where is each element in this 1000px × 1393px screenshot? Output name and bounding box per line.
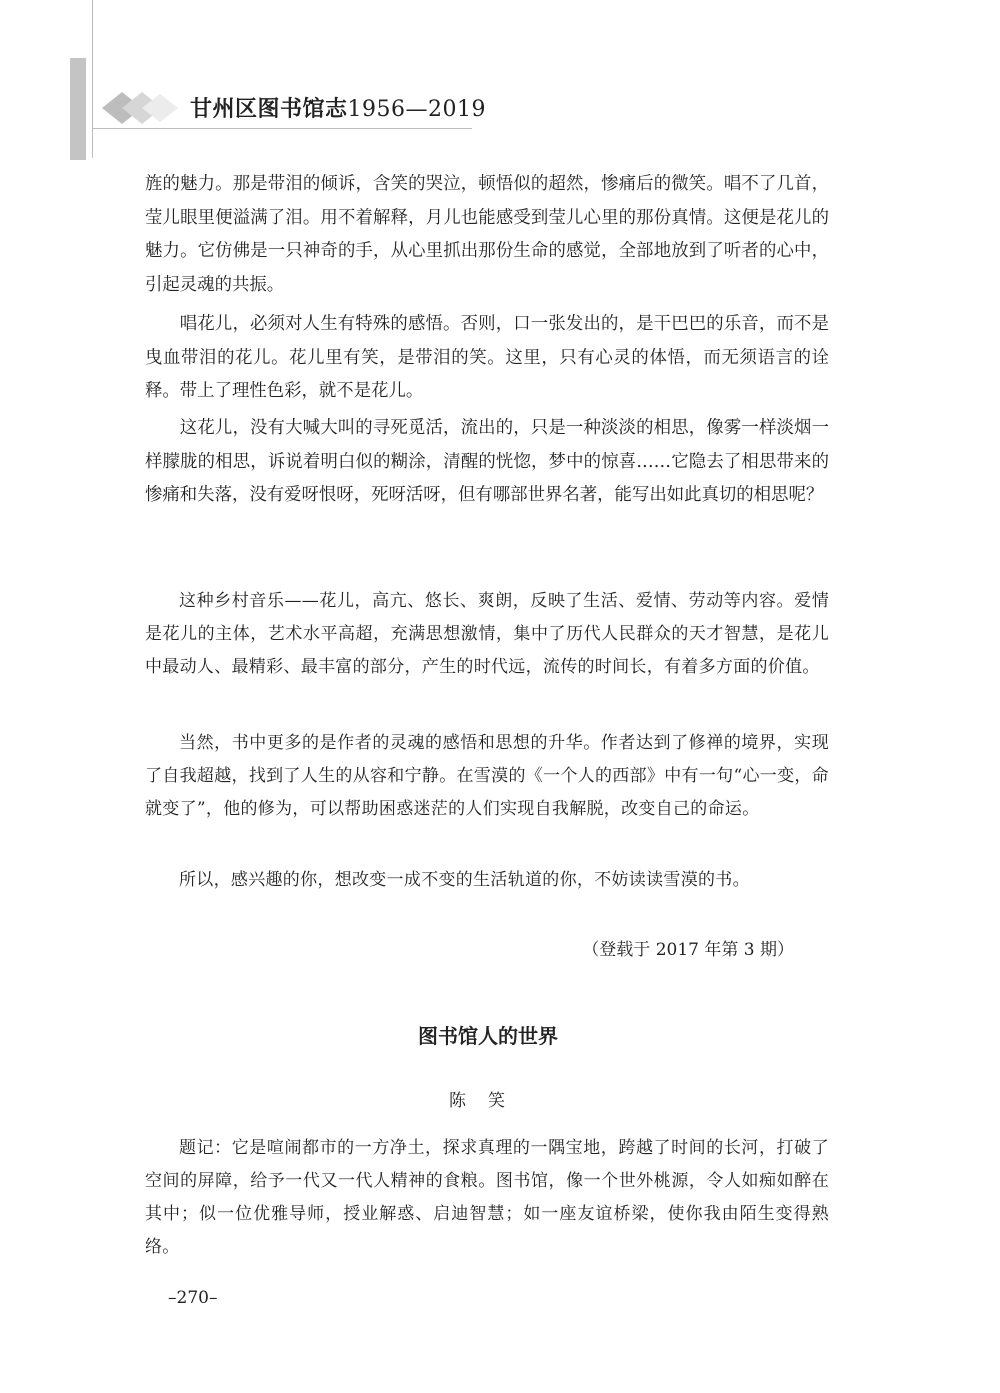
running-header xyxy=(190,92,486,123)
body-paragraph-1: 旌的魅力。那是带泪的倾诉，含笑的哭泣，顿悟似的超然，惨痛后的微笑。唱不了几首，莹儿眼里便溢满了泪。用不着解释，月儿也能感受到莹儿心里的那份真情。这便是花儿的魅力。它仿佛是一只神奇的手，从心里抓出那份生命的感觉，全部地放到了听者的心中，引起灵魂的共振。 xyxy=(145,174,829,295)
publication-source-note: （登载于 2017 年第 3 期） xyxy=(582,940,794,960)
header-diamond-ornament xyxy=(100,90,180,126)
page-number: –270– xyxy=(168,1288,218,1308)
body-paragraph-5: 当然，书中更多的是作者的灵魂的感悟和思想的升华。作者达到了修禅的境界，实现了自我超越，找到了人生的从容和宁静。在雪漠的《一个人的西部》中有一句“心一变，命就变了”，他的修为，可以帮助困惑迷茫的人们实现自我解脱，改变自己的命运。 xyxy=(145,733,829,819)
article-author: 陈笑 xyxy=(449,1091,527,1111)
header-gray-bar xyxy=(70,58,86,160)
body-paragraph-6: 所以，感兴趣的你，想改变一成不变的生活轨道的你，不妨读读雪漠的书。 xyxy=(179,870,750,890)
header-title: 甘州区图书馆志 xyxy=(190,96,348,122)
body-paragraph-3: 这花儿，没有大喊大叫的寻死觅活，流出的，只是一种淡淡的相思，像雾一样淡烟一样朦胧的相思，诉说着明白似的糊涂，清醒的恍惚，梦中的惊喜……它隐去了相思带来的惨痛和失落，没有爱呀恨呀，死呀活呀，但有哪部世界名著，能写出如此真切的相思呢？ xyxy=(145,418,829,505)
article-title: 图书馆人的世界 xyxy=(418,1024,558,1048)
body-paragraph-2: 唱花儿，必须对人生有特殊的感悟。否则，口一张发出的，是干巴巴的乐音，而不是曳血带泪的花儿。花儿里有笑，是带泪的笑。这里，只有心灵的体悟，而无须语言的诠释。带上了理性色彩，就不是花儿。 xyxy=(145,314,829,401)
header-vertical-rule xyxy=(92,0,93,158)
header-horizontal-rule xyxy=(92,128,472,129)
article-preface: 题记：它是喧闹都市的一方净土，探求真理的一隅宝地，跨越了时间的长河，打破了空间的屏障，给予一代又一代人精神的食粮。图书馆，像一个世外桃源，令人如痴如醉在其中；似一位优雅导师，授业解惑、启迪智慧；如一座友谊桥梁，使你我由陌生变得熟络。 xyxy=(145,1138,829,1257)
header-years: 1956—2019 xyxy=(347,97,486,122)
body-paragraph-4: 这种乡村音乐——花儿，高亢、悠长、爽朗，反映了生活、爱情、劳动等内容。爱情是花儿的主体，艺术水平高超，充满思想激情，集中了历代人民群众的天才智慧，是花儿中最动人、最精彩、最丰富的部分，产生的时代远，流传的时间长，有着多方面的价值。 xyxy=(145,591,829,677)
